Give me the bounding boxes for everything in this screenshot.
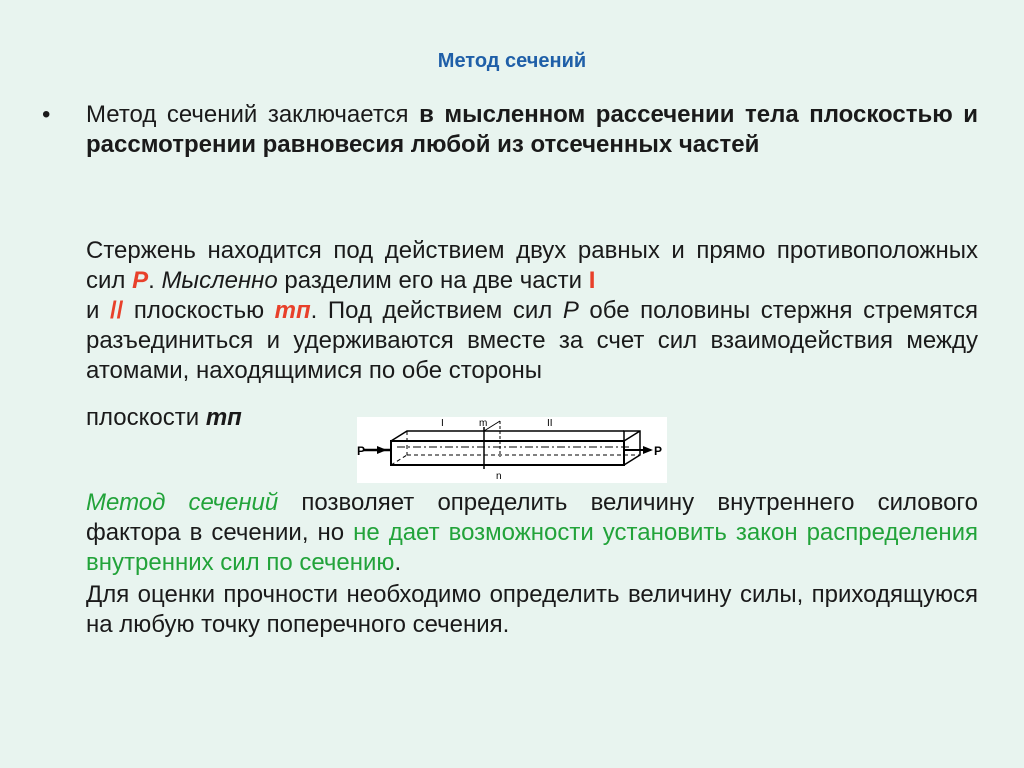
part-I-label: I bbox=[588, 267, 596, 294]
paragraph-plane bbox=[86, 403, 356, 433]
method-text-dot: . bbox=[394, 549, 402, 576]
plane-mn-label: тп bbox=[274, 297, 311, 324]
rod-section-figure bbox=[357, 417, 667, 483]
rod-text-5: обе половины стержня стремятся разъединиться и удерживаются вместе за счет сил взаимодействия между атомами, находящимися по обе стороны bbox=[86, 297, 978, 384]
definition-intro: Метод сечений заключается bbox=[86, 101, 420, 128]
rod-text-mentally: Мысленно bbox=[161, 267, 278, 294]
definition-bold: в мысленном рассечении тела плоскостью и рассмотрении равновесия любой из отсеченных частей bbox=[86, 101, 978, 158]
rod-hidden-edge bbox=[391, 455, 407, 465]
rod-right-edge bbox=[624, 431, 640, 441]
left-arrow-head bbox=[377, 446, 387, 454]
rod-text-3: плоскостью bbox=[123, 297, 275, 324]
bullet-marker: • bbox=[42, 101, 51, 128]
part-II-fig-label: II bbox=[547, 418, 553, 429]
right-P-label: P bbox=[654, 444, 663, 458]
method-name-green: Метод сечений bbox=[86, 489, 279, 516]
slide-title: Метод сечений bbox=[437, 50, 587, 72]
rod-top-edge bbox=[391, 431, 624, 441]
part-I-fig-label: I bbox=[441, 418, 444, 429]
plane-mn-label-2: тп bbox=[205, 404, 242, 431]
rod-text-dot: . bbox=[148, 267, 162, 294]
rod-text-4: . Под действием сил bbox=[310, 297, 563, 324]
part-II-label: // bbox=[109, 297, 124, 324]
rod-diagram bbox=[357, 417, 667, 483]
rod-front-face bbox=[391, 441, 624, 465]
force-P-label: Р bbox=[132, 267, 149, 294]
m-fig-label: m bbox=[479, 418, 488, 429]
paragraph-strength: Для оценки прочности необходимо определить величину силы, приходящуюся на любую точку поперечного сечения. bbox=[86, 581, 978, 638]
force-P-label-2: Р bbox=[562, 297, 579, 324]
plane-text: плоскости bbox=[86, 404, 206, 431]
left-P-label: P bbox=[357, 444, 366, 458]
paragraph-rod-description bbox=[86, 236, 978, 386]
paragraph-method-limits bbox=[86, 488, 978, 578]
n-fig-label: n bbox=[496, 471, 502, 482]
paragraph-definition bbox=[86, 100, 978, 160]
right-arrow-head bbox=[643, 446, 653, 454]
method-text-1: позволяет определить величину внутреннего силового фактора в сечении, но bbox=[86, 489, 979, 546]
rod-text-2: разделим его на две части bbox=[277, 267, 589, 294]
rod-text-1: Стержень находится под действием двух равных и прямо противоположных сил bbox=[86, 237, 978, 294]
method-limitation-green: не дает возможности установить закон распределения внутренних сил по сечению bbox=[86, 519, 978, 576]
rod-text-and: и bbox=[86, 297, 110, 324]
